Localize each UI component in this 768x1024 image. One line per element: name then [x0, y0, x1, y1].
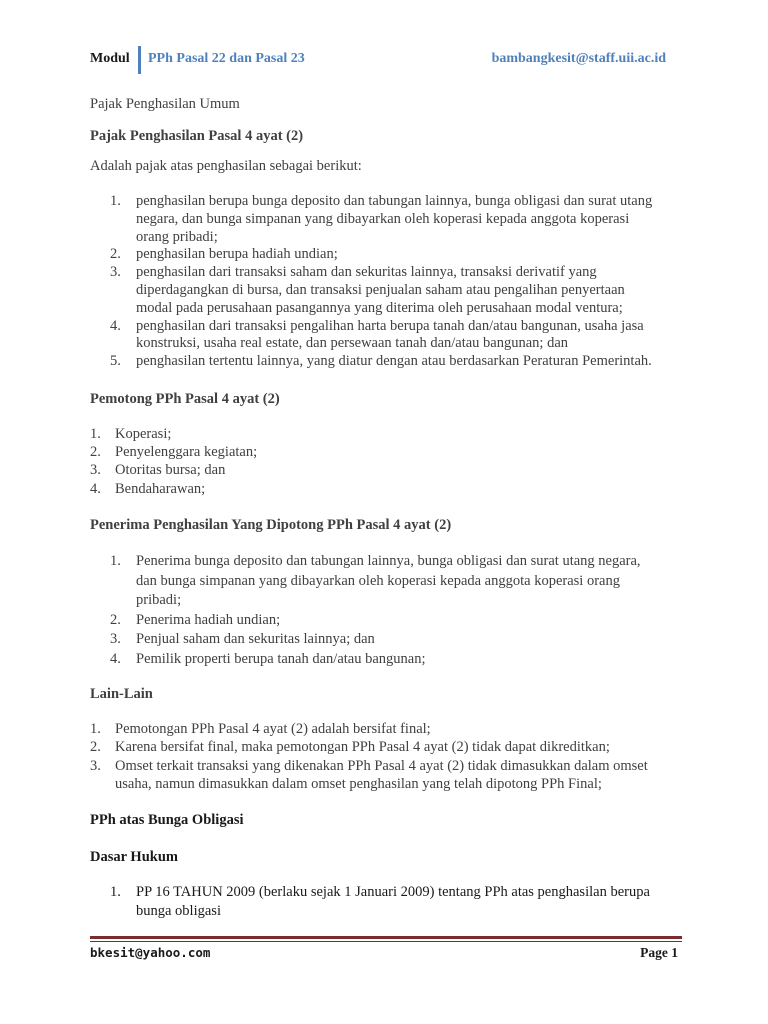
list-item-text-line: diperdagangkan di bursa, dan transaksi penjualan saham atau pengalihan penyertaan — [136, 281, 625, 298]
list-item-text-line: penghasilan tertentu lainnya, yang diatur dengan atau berdasarkan Peraturan Pemerintah. — [136, 353, 652, 370]
section-penerima-heading: Penerima Penghasilan Yang Dipotong PPh Pasal 4 ayat (2) — [90, 517, 452, 533]
list-item-text-line: konstruksi, usaha real estate, dan persewaan tanah dan/atau bangunan; dan — [136, 335, 569, 352]
section-general-title: Pajak Penghasilan Umum — [90, 96, 240, 112]
list-item — [110, 353, 682, 371]
pemotong-list — [90, 425, 490, 498]
list-item-number: 1. — [110, 553, 121, 569]
footer-page-number: Page 1 — [640, 945, 678, 960]
header-email[interactable]: bambangkesit@staff.uii.ac.id — [491, 51, 666, 66]
list-item-number: 4. — [90, 480, 101, 497]
header-title: PPh Pasal 22 dan Pasal 23 — [148, 51, 305, 66]
penerima-list — [110, 552, 670, 669]
section-pasal4-intro: Adalah pajak atas penghasilan sebagai berikut: — [90, 158, 362, 174]
list-item — [110, 630, 670, 650]
list-item — [110, 650, 670, 670]
list-item-text-line: Penerima bunga deposito dan tabungan lainnya, bunga obligasi dan surat utang negara, — [136, 553, 641, 569]
list-item — [110, 611, 670, 631]
list-item-text-line: penghasilan dari transaksi pengalihan harta berupa tanah dan/atau bangunan, usaha jasa — [136, 317, 644, 334]
list-item-number: 4. — [110, 317, 121, 334]
list-item-number: 1. — [110, 193, 121, 209]
section-pasal4-heading: Pajak Penghasilan Pasal 4 ayat (2) — [90, 128, 304, 144]
list-item — [90, 461, 490, 479]
list-item — [110, 552, 670, 611]
list-item-text-line: modal pada perusahaan pasangannya yang diterima oleh perusahaan modal ventura; — [136, 299, 623, 316]
header-divider — [138, 46, 141, 74]
list-item-number: 1. — [90, 426, 101, 442]
page-header — [90, 46, 682, 74]
list-item-text-line: penghasilan berupa hadiah undian; — [136, 246, 338, 263]
list-item — [90, 757, 682, 794]
section-obligasi-subheading: Dasar Hukum — [90, 849, 178, 865]
list-item-text-line: penghasilan berupa bunga deposito dan tabungan lainnya, bunga obligasi dan surat utang — [136, 193, 653, 209]
pasal4-list — [110, 193, 682, 371]
list-item-text-line: Penjual saham dan sekuritas lainnya; dan — [136, 631, 375, 647]
list-item-number: 1. — [110, 884, 121, 900]
list-item-text-line: dan bunga simpanan yang dibayarkan oleh koperasi kepada anggota koperasi orang — [136, 572, 620, 589]
list-item-number: 2. — [90, 739, 101, 756]
list-item-text-line: Penerima hadiah undian; — [136, 611, 281, 628]
list-item-text-line: Otoritas bursa; dan — [115, 462, 226, 479]
list-item-text-line: pribadi; — [136, 592, 182, 608]
list-item-text-line: bunga obligasi — [136, 902, 221, 919]
list-item-number: 3. — [90, 757, 101, 774]
list-item-number: 4. — [110, 650, 121, 667]
footer-rule-thick — [90, 936, 682, 939]
list-item — [90, 738, 682, 756]
obligasi-list — [110, 883, 690, 920]
list-item-number: 2. — [90, 444, 101, 461]
list-item-text-line: Koperasi; — [115, 426, 172, 442]
list-item — [90, 443, 490, 461]
list-item-number: 5. — [110, 353, 121, 370]
list-item — [90, 720, 682, 738]
list-item-number: 2. — [110, 611, 121, 628]
list-item-number: 1. — [90, 721, 101, 737]
list-item-text-line: Omset terkait transaksi yang dikenakan PPh Pasal 4 ayat (2) tidak dimasukkan dalam omset — [115, 757, 648, 774]
section-obligasi-heading: PPh atas Bunga Obligasi — [90, 812, 244, 828]
list-item — [90, 480, 490, 498]
footer-rule-thin — [90, 941, 682, 942]
list-item — [110, 318, 682, 354]
list-item-number: 3. — [90, 462, 101, 479]
list-item-text-line: usaha, namun dimasukkan dalam omset penghasilan yang telah dipotong PPh Final; — [115, 775, 602, 792]
list-item-number: 2. — [110, 246, 121, 263]
list-item-text-line: orang pribadi; — [136, 228, 218, 245]
list-item-text-line: negara, dan bunga simpanan yang dibayarkan oleh koperasi kepada anggota koperasi — [136, 210, 630, 227]
list-item-text-line: Karena bersifat final, maka pemotongan PPh Pasal 4 ayat (2) tidak dapat dikreditkan; — [115, 739, 610, 756]
list-item-text-line: Pemotongan PPh Pasal 4 ayat (2) adalah bersifat final; — [115, 721, 431, 737]
list-item-text-line: Pemilik properti berupa tanah dan/atau bangunan; — [136, 650, 426, 667]
list-item — [90, 425, 490, 443]
list-item — [110, 883, 690, 920]
list-item-number: 3. — [110, 264, 121, 281]
list-item — [110, 246, 682, 264]
list-item — [110, 193, 682, 246]
section-pemotong-heading: Pemotong PPh Pasal 4 ayat (2) — [90, 391, 280, 407]
section-lain-heading: Lain-Lain — [90, 686, 153, 702]
list-item-text-line: penghasilan dari transaksi saham dan sekuritas lainnya, transaksi derivatif yang — [136, 264, 597, 281]
list-item-text-line: Penyelenggara kegiatan; — [115, 444, 258, 461]
header-modul-label: Modul — [90, 51, 130, 66]
list-item-number: 3. — [110, 631, 121, 647]
list-item — [110, 264, 682, 317]
lain-list — [90, 720, 682, 793]
list-item-text-line: Bendaharawan; — [115, 480, 206, 497]
footer-email[interactable]: bkesit@yahoo.com — [90, 945, 211, 960]
list-item-text-line: PP 16 TAHUN 2009 (berlaku sejak 1 Januari 2009) tentang PPh atas penghasilan berupa — [136, 884, 650, 900]
